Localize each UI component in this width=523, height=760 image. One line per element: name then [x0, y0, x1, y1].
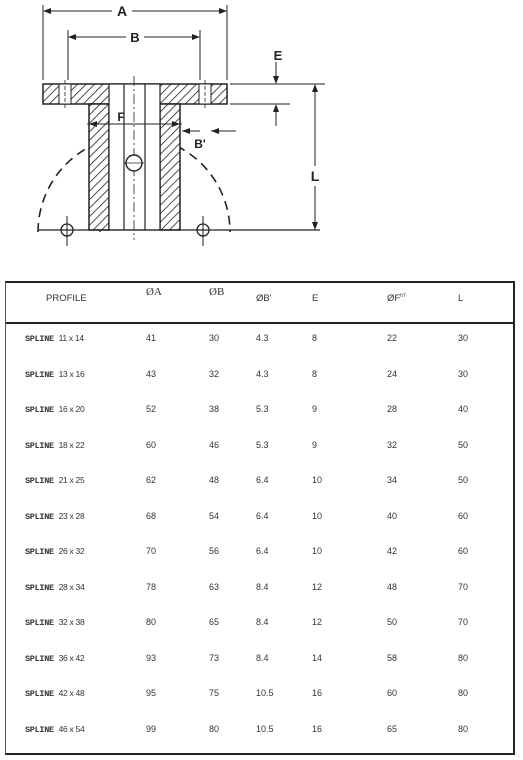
value-cell-e: 16: [312, 723, 323, 734]
profile-size: 26 x 32: [58, 546, 85, 556]
header-divider: [6, 322, 513, 324]
profile-size: 46 x 54: [58, 723, 85, 734]
value-cell-l: 50: [458, 439, 469, 450]
value-cell-l: 60: [458, 546, 469, 556]
profile-size: 42 x 48: [58, 688, 85, 698]
value-cell-l: 50: [458, 475, 469, 485]
value-cell-e: 9: [312, 439, 318, 450]
dim-label-b1: B': [194, 137, 206, 151]
value-cell-f: 34: [387, 475, 398, 485]
value-cell-f: 58: [387, 652, 398, 663]
profile-name: SPLINE: [25, 724, 59, 735]
profile-size: 13 x 16: [58, 368, 85, 379]
value-cell-f: 48: [387, 581, 398, 592]
column-header: PROFILE: [46, 293, 87, 304]
dim-label-l: L: [310, 168, 320, 184]
value-cell-b: 73: [209, 652, 220, 663]
value-cell-b1: 8.4: [256, 652, 269, 663]
value-cell-e: 8: [312, 333, 318, 343]
profile-size: 11 x 14: [58, 333, 84, 343]
profile-cell: [25, 653, 84, 664]
profile-name: SPLINE: [25, 369, 59, 380]
value-cell-l: 30: [458, 333, 469, 343]
value-cell-a: 62: [146, 475, 157, 485]
column-header: L: [458, 293, 464, 304]
profile-size: 21 x 25: [58, 475, 85, 485]
value-cell-l: 40: [458, 404, 469, 414]
value-cell-l: 80: [458, 723, 469, 734]
value-cell-f: 40: [387, 510, 398, 521]
value-cell-b: 63: [209, 581, 220, 592]
column-header: ØA: [146, 286, 162, 298]
dim-label-f: F: [117, 110, 125, 124]
value-cell-b: 80: [209, 723, 220, 734]
value-cell-e: 10: [312, 546, 323, 556]
value-cell-a: 41: [146, 333, 157, 343]
value-cell-b: 48: [209, 475, 220, 485]
profile-size: 28 x 34: [58, 581, 85, 592]
value-cell-b: 46: [209, 439, 220, 450]
profile-cell: [25, 511, 84, 522]
profile-cell: [25, 333, 84, 344]
value-cell-e: 14: [312, 652, 323, 663]
value-cell-a: 43: [146, 368, 157, 379]
profile-cell: [25, 688, 84, 699]
value-cell-b1: 4.3: [256, 368, 269, 379]
value-cell-f: 65: [387, 723, 398, 734]
value-cell-e: 9: [312, 404, 318, 414]
profile-name: SPLINE: [25, 547, 59, 557]
profile-name: SPLINE: [25, 689, 59, 699]
value-cell-a: 60: [146, 439, 157, 450]
value-cell-b: 65: [209, 617, 220, 627]
profile-name: SPLINE: [25, 334, 59, 344]
profile-name: SPLINE: [25, 476, 59, 486]
column-header: E: [312, 293, 319, 304]
profile-name: SPLINE: [25, 582, 59, 593]
value-cell-b: 56: [209, 546, 220, 556]
dim-label-b: B: [130, 30, 140, 45]
profile-size: 16 x 20: [58, 404, 85, 414]
hub-technical-drawing: [0, 0, 523, 272]
value-cell-b1: 6.4: [256, 546, 269, 556]
value-cell-e: 12: [312, 581, 323, 592]
profile-cell: [25, 440, 84, 451]
value-cell-b: 75: [209, 688, 220, 698]
value-cell-a: 70: [146, 546, 157, 556]
value-cell-f: 32: [387, 439, 398, 450]
column-header: ØB': [256, 293, 272, 304]
profile-name: SPLINE: [25, 618, 59, 628]
value-cell-l: 80: [458, 688, 469, 698]
value-cell-l: 30: [458, 368, 469, 379]
column-header: ØB: [209, 286, 225, 298]
column-header: $ØF^{h7}$: [387, 293, 406, 305]
value-cell-e: 8: [312, 368, 318, 379]
value-cell-b1: 8.4: [256, 617, 269, 627]
profile-cell: [25, 404, 84, 415]
value-cell-l: 80: [458, 652, 469, 663]
value-cell-b1: 5.3: [256, 404, 269, 414]
profile-cell: [25, 475, 84, 486]
value-cell-b: 38: [209, 404, 220, 414]
column-header-superscript: h7: [400, 293, 406, 299]
profile-size: 36 x 42: [58, 652, 85, 663]
value-cell-f: 60: [387, 688, 398, 698]
dim-label-e: E: [273, 48, 283, 63]
value-cell-a: 99: [146, 723, 157, 734]
profile-cell: [25, 369, 84, 380]
value-cell-l: 60: [458, 510, 469, 521]
value-cell-e: 10: [312, 510, 323, 521]
value-cell-l: 70: [458, 581, 469, 592]
profile-cell: [25, 617, 84, 628]
profile-size: 32 x 38: [58, 617, 85, 627]
value-cell-b1: 10.5: [256, 723, 274, 734]
value-cell-b1: 10.5: [256, 688, 274, 698]
profile-name: SPLINE: [25, 405, 59, 415]
profile-cell: [25, 582, 84, 593]
profile-name: SPLINE: [25, 653, 59, 664]
value-cell-b1: 5.3: [256, 439, 269, 450]
profile-name: SPLINE: [25, 511, 59, 522]
value-cell-a: 80: [146, 617, 157, 627]
value-cell-b1: 8.4: [256, 581, 269, 592]
value-cell-e: 16: [312, 688, 323, 698]
profile-name: SPLINE: [25, 440, 59, 451]
value-cell-a: 93: [146, 652, 157, 663]
profile-cell: [25, 724, 84, 735]
value-cell-f: 28: [387, 404, 398, 414]
value-cell-b1: 6.4: [256, 510, 269, 521]
value-cell-a: 95: [146, 688, 157, 698]
value-cell-e: 10: [312, 475, 323, 485]
spec-table: [5, 281, 515, 755]
value-cell-b1: 6.4: [256, 475, 269, 485]
value-cell-b: 54: [209, 510, 220, 521]
value-cell-a: 52: [146, 404, 157, 414]
profile-size: 18 x 22: [58, 439, 85, 450]
value-cell-f: 50: [387, 617, 398, 627]
value-cell-b: 32: [209, 368, 220, 379]
value-cell-f: 24: [387, 368, 398, 379]
value-cell-b: 30: [209, 333, 220, 343]
value-cell-a: 68: [146, 510, 157, 521]
value-cell-b1: 4.3: [256, 333, 269, 343]
value-cell-e: 12: [312, 617, 323, 627]
profile-size: 23 x 28: [58, 510, 85, 521]
value-cell-l: 70: [458, 617, 469, 627]
value-cell-f: 42: [387, 546, 398, 556]
value-cell-a: 78: [146, 581, 157, 592]
profile-cell: [25, 546, 84, 557]
value-cell-f: 22: [387, 333, 398, 343]
dim-label-a: A: [116, 3, 128, 19]
